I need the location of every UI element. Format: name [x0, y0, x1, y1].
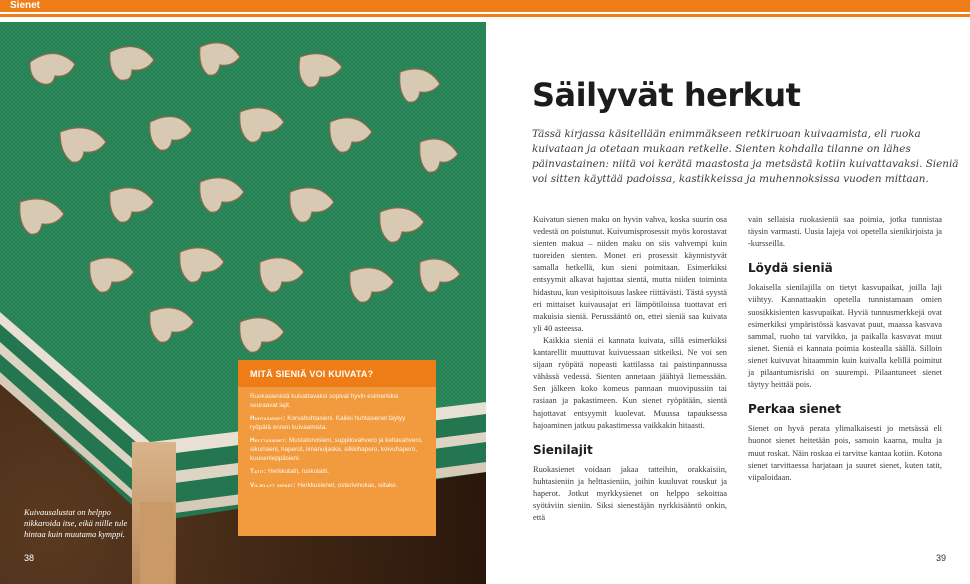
text-column-right: [748, 214, 942, 484]
subheading-loyda-sienia: Löydä sieniä: [748, 261, 833, 276]
info-box-intro: Ruokasienistä kuivattavaksi sopivat hyvin esimerkiksi seuraavat lajit.: [250, 393, 399, 409]
text-page: [486, 22, 970, 584]
section-label: Sienet: [10, 0, 41, 11]
page-number-left: 38: [24, 553, 35, 563]
info-box-item-label: Tatit:: [250, 468, 267, 476]
info-box: [238, 360, 436, 536]
info-box-item-text: Korvahuhtasieni. Kaikki huhtasienet täytyy ryöpätä ennen kuivaamista.: [250, 415, 406, 431]
info-box-item-label: Huhtasienet:: [250, 415, 286, 423]
subheading-perkaa-sienet: Perkaa sienet: [748, 402, 842, 417]
body-paragraph: Sienet on hyvä perata ylimalkaisesti jo metsässä eli huonot sienet heitetään pois, samoin kaarna, multa ja muut roskat. Näin roskaa ei tarvitse kantaa kotiin. Kotona sienet tarvittaessa harjataan ja suuret sienet, kuten tatit, viipaloidaan.: [748, 424, 942, 482]
body-paragraph: Jokaisella sienilajilla on tietyt kasvupaikat, joilla laji viihtyy. Kannattaakin opetella tunnistamaan omien suosikkisienten kasvupaikat. Hyviä tunnusmerkkejä ovat esimerkiksi ympäristössä kasvavat puut, maassa kasvava sammal, ruoho tai varvikko, ja paikalla kasvavat muut sienet. Sieniä ei kannata poimia kostealla säällä. Silloin sienet kuivuvat hitaammin kuin kuivalla kelillä poimitut ja pilaantumisriski on suurempi. Pilaantuneet sienet täytyy heittää pois.: [748, 283, 942, 390]
section-header-band: [0, 0, 970, 12]
page-number-right: 39: [936, 553, 947, 563]
info-box-item-text: Mustatorvisieni, suppilovahvero ja keltavahvero, sikurisieni, haperot, limanuljaska, silkkihapero, koivuhapero, kuusenleppäsieni.: [250, 437, 423, 462]
body-paragraph: Ruokasienet voidaan jakaa tatteihin, orakkaisiin, huhtasieniin ja helttasieniin, joihin kuuluvat rouskut ja haperot. Jotkut myrkkysienet on helppo sekoittaa syötäviin sieniin. Siksi sienestäjän nyrkkisääntö onkin, että: [533, 464, 727, 523]
info-box-item-label: Helttasienet:: [250, 437, 288, 445]
lead-paragraph: Tässä kirjassa käsitellään enimmäkseen retkiruoan kuivaamista, eli ruoka kuivataan ja otetaan mukaan retkelle. Sienten kohdalla tilanne on lähes päinvastainen: niitä voi kerätä maastosta ja metsästä kotiin kuivattavaksi. Sieniä voi sitten käyttää padoissa, kastikkeissa ja muhennoksissa vuoden mittaan.: [532, 128, 959, 185]
info-box-header: [238, 360, 436, 387]
body-paragraph: Kuivatun sienen maku on hyvin vahva, koska suurin osa vedestä on poistunut. Kuivumisprosessit myös korostavat sienten makua – niiden maku on siis vahvempi kuin tuoreiden sienten. Monet eri prosessit käynnistyvät samalla hetkellä, kun sieni poimitaan. Esimerkiksi entsyymit alkavat hajottaa sientä, mutta niiden toiminta hidastuu, kun vesipitoisuus laskee riittävästi. Tästä syystä eri mittaiset kuivausajat eri lämpötiloissa tuottavat eri makuisia sieniä. Perussääntö on, ettei sieniä saa kuivata yli 40 asteessa.: [533, 215, 727, 333]
subheading-sienilajit: Sienilajit: [533, 442, 593, 457]
info-box-item: [250, 482, 424, 491]
info-box-item-text: Herkkusienet, osterivinokas, siitake.: [297, 481, 398, 489]
text-column-left: [533, 214, 727, 524]
info-box-item-label: Viljellyt sienet:: [250, 481, 296, 489]
section-header-bar: [0, 0, 970, 22]
body-paragraph: Kaikkia sieniä ei kannata kuivata, sillä esimerkiksi kantarellit muuttuvat kuivuessaan sitkeiksi. Ne voi sen sijaan ryöpätä nopeasti kattilassa tai paistinpannussa vähässä vedessä. Sienten annetaan jäähtyä liemessään. Sen jälkeen koko komeus pannaan muovipussiin tai rasiaan ja pakastimeen. Kun sienet ryöpätään, sientä hajottavat entsyymit kuolevat. Muussa tapauksessa hajoaminen jatkuu pakastimessa vaikkakin hitaasti.: [533, 335, 727, 430]
photo-caption: Kuivausalustat on helppo nikkaroida itse, eikä niille tule hintaa kuin muutama kymppi.: [24, 507, 128, 539]
section-header-stripe: [0, 14, 970, 17]
info-box-title: MITÄ SIENIÄ VOI KUIVATA?: [250, 369, 374, 379]
info-box-item: [250, 437, 424, 463]
info-box-item: [250, 468, 424, 477]
info-box-body: [238, 387, 436, 536]
info-box-item-text: Herkkutatit, ruskotatti.: [268, 468, 329, 476]
info-box-item: [250, 415, 424, 432]
body-paragraph: vain sellaisia ruokasieniä saa poimia, jotka tunnistaa täysin varmasti. Uusia lajeja voi opetella sienikirjoista ja -kursseilla.: [748, 215, 942, 249]
page-title: Säilyvät herkut: [532, 76, 801, 114]
